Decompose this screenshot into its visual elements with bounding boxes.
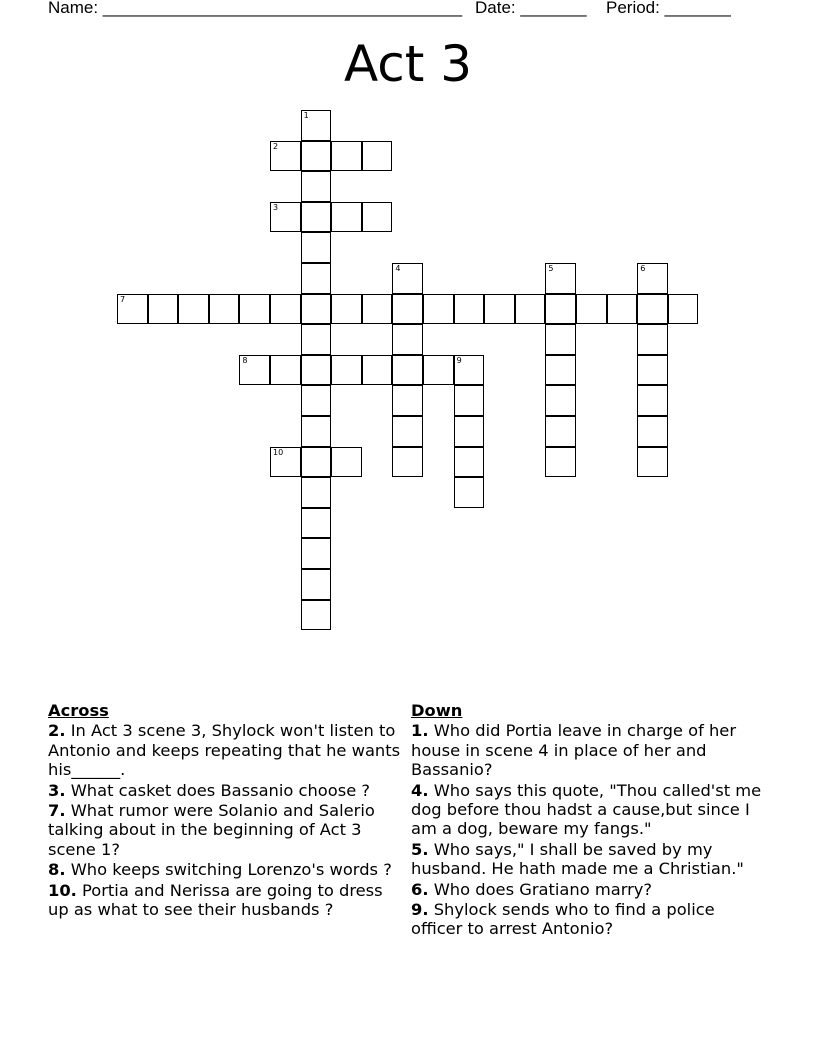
grid-cell[interactable] (392, 385, 423, 416)
clue-down-9 (411, 900, 771, 939)
clue-across-7 (48, 801, 408, 859)
grid-cell[interactable] (270, 141, 301, 172)
down-clues (411, 701, 771, 940)
grid-cell[interactable] (331, 355, 362, 386)
grid-cell[interactable] (637, 355, 668, 386)
grid-cell[interactable] (545, 324, 576, 355)
clue-down-1 (411, 721, 771, 779)
grid-cell[interactable] (270, 355, 301, 386)
grid-cell[interactable] (454, 447, 485, 478)
grid-cell[interactable] (576, 294, 607, 325)
clue-text: Who does Gratiano marry? (433, 879, 653, 899)
clue-number-label: 3 (273, 202, 279, 212)
clue-down-4 (411, 781, 771, 839)
grid-cell[interactable] (178, 294, 209, 325)
clue-number: 3. (48, 780, 66, 800)
across-clues (48, 701, 408, 920)
clue-number-label: 8 (242, 355, 248, 365)
grid-cell[interactable] (637, 294, 668, 325)
clue-number: 8. (48, 860, 66, 880)
page-title: Act 3 (343, 35, 473, 93)
clue-across-10 (48, 881, 408, 920)
grid-cell[interactable] (423, 294, 454, 325)
grid-cell[interactable] (515, 294, 546, 325)
clue-text: Who keeps switching Lorenzo's words ? (70, 860, 392, 880)
grid-cell[interactable] (545, 385, 576, 416)
grid-cell[interactable] (301, 447, 332, 478)
grid-cell[interactable] (209, 294, 240, 325)
clue-text: Who says," I shall be saved by my husband. He hath made me a Christian." (411, 839, 744, 879)
grid-cell[interactable] (331, 294, 362, 325)
period-field[interactable]: Period: _______ (606, 0, 731, 17)
grid-cell[interactable] (392, 355, 423, 386)
clue-number: 5. (411, 839, 429, 859)
clue-number-label: 6 (640, 264, 646, 273)
grid-cell[interactable] (637, 385, 668, 416)
clue-number: 1. (411, 721, 429, 741)
clue-number-label: 10 (273, 447, 284, 457)
clue-down-5 (411, 840, 771, 879)
clue-across-3 (48, 781, 408, 800)
clue-text: Portia and Nerissa are going to dress up as what to see their husbands ? (48, 880, 383, 920)
grid-cell[interactable] (392, 416, 423, 447)
grid-cell[interactable] (301, 324, 332, 355)
grid-cell[interactable] (117, 294, 148, 325)
grid-cell[interactable] (637, 416, 668, 447)
grid-cell[interactable] (301, 538, 332, 569)
grid-cell[interactable] (362, 141, 393, 172)
grid-cell[interactable] (331, 447, 362, 478)
clue-number: 7. (48, 801, 66, 821)
grid-cell[interactable] (454, 355, 485, 386)
across-heading: Across (48, 701, 109, 720)
clue-number: 10. (48, 880, 77, 900)
grid-cell[interactable] (301, 263, 332, 294)
grid-cell[interactable] (301, 569, 332, 600)
clue-text: Who says this quote, "Thou called'st me dog before thou hadst a cause,but since I am a dog, beware my fangs." (411, 780, 762, 839)
grid-cell[interactable] (545, 263, 576, 294)
grid-cell[interactable] (362, 202, 393, 233)
grid-cell[interactable] (301, 232, 332, 263)
grid-cell[interactable] (301, 600, 332, 631)
grid-cell[interactable] (545, 416, 576, 447)
clue-number-label: 4 (395, 264, 401, 273)
grid-cell[interactable] (668, 294, 699, 325)
clue-text: What rumor were Solanio and Salerio talking about in the beginning of Act 3 scene 1? (48, 801, 375, 859)
clue-number: 6. (411, 879, 429, 899)
grid-cell[interactable] (454, 416, 485, 447)
grid-cell[interactable] (637, 324, 668, 355)
grid-cell[interactable] (362, 294, 393, 325)
grid-cell[interactable] (454, 477, 485, 508)
grid-cell[interactable] (484, 294, 515, 325)
grid-cell[interactable] (545, 355, 576, 386)
clue-text: Shylock sends who to find a police officer to arrest Antonio? (411, 900, 715, 939)
grid-cell[interactable] (545, 294, 576, 325)
grid-cell[interactable] (392, 263, 423, 294)
grid-cell[interactable] (239, 355, 270, 386)
clue-number-label: 7 (120, 294, 126, 304)
grid-cell[interactable] (301, 477, 332, 508)
grid-cell[interactable] (362, 355, 393, 386)
clue-across-8 (48, 860, 408, 879)
clue-number: 4. (411, 780, 429, 800)
grid-cell[interactable] (301, 385, 332, 416)
grid-cell[interactable] (301, 171, 332, 202)
grid-cell[interactable] (301, 202, 332, 233)
clue-text: What casket does Bassanio choose ? (70, 780, 371, 800)
grid-cell[interactable] (607, 294, 638, 325)
grid-cell[interactable] (301, 508, 332, 539)
clue-text: Who did Portia leave in charge of her house in scene 4 in place of her and Bassanio? (411, 721, 737, 780)
clue-text: In Act 3 scene 3, Shylock won't listen to Antonio and keeps repeating that he wants his______. (48, 721, 401, 780)
grid-cell[interactable] (392, 294, 423, 325)
clue-number-label: 1 (303, 111, 309, 120)
down-heading: Down (411, 701, 463, 720)
grid-cell[interactable] (637, 263, 668, 294)
clue-number-label: 2 (273, 141, 279, 151)
grid-cell[interactable] (301, 110, 332, 141)
grid-cell[interactable] (392, 324, 423, 355)
grid-cell[interactable] (392, 447, 423, 478)
grid-cell[interactable] (270, 447, 301, 478)
grid-cell[interactable] (239, 294, 270, 325)
grid-cell[interactable] (301, 141, 332, 172)
grid-cell[interactable] (454, 294, 485, 325)
grid-cell[interactable] (331, 141, 362, 172)
clue-number-label: 9 (456, 355, 462, 365)
grid-cell[interactable] (423, 355, 454, 386)
clue-across-2 (48, 721, 408, 779)
grid-cell[interactable] (270, 294, 301, 325)
grid-cell[interactable] (301, 294, 332, 325)
grid-cell[interactable] (545, 447, 576, 478)
grid-cell[interactable] (148, 294, 179, 325)
clue-number: 2. (48, 721, 66, 741)
name-field[interactable]: Name: ______________________________________ (48, 0, 463, 17)
grid-cell[interactable] (301, 355, 332, 386)
grid-cell[interactable] (301, 416, 332, 447)
clue-down-6 (411, 880, 771, 899)
clue-number: 9. (411, 900, 429, 920)
grid-cell[interactable] (637, 447, 668, 478)
date-field[interactable]: Date: _______ (475, 0, 587, 17)
clue-number-label: 5 (548, 264, 554, 273)
grid-cell[interactable] (454, 385, 485, 416)
grid-cell[interactable] (270, 202, 301, 233)
grid-cell[interactable] (331, 202, 362, 233)
